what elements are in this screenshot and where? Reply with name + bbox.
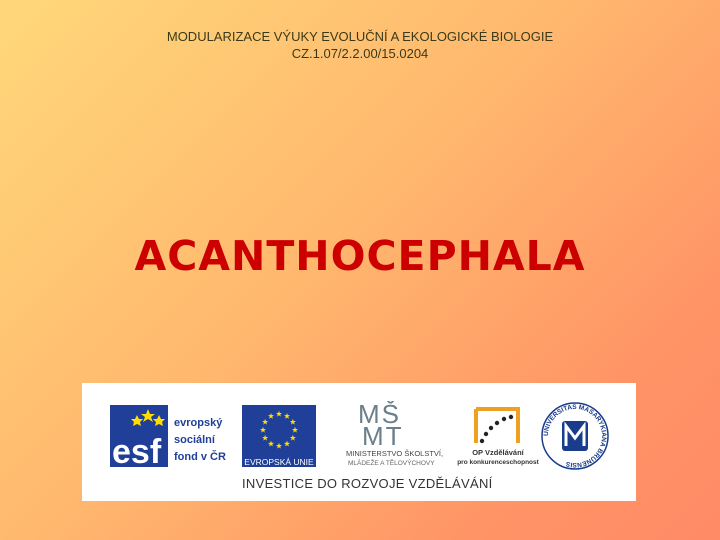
- eu-label: EVROPSKÁ UNIE: [244, 457, 314, 467]
- muni-ring-label: UNIVERSITAS MASARYKIANA BRUNENSIS: [542, 403, 608, 469]
- msmt-mark-top: MŠ: [358, 401, 401, 429]
- op-line1: OP Vzdělávání: [472, 448, 524, 457]
- project-header: [0, 28, 720, 62]
- muni-logo: [540, 401, 610, 471]
- project-name: MODULARIZACE VÝUKY EVOLUČNÍ A EKOLOGICKÉ BIOLOGIE: [166, 29, 554, 44]
- msmt-line2: MLÁDEŽE A TĚLOVÝCHOVY: [348, 460, 435, 467]
- esf-mark: esf: [112, 433, 162, 467]
- sponsor-logo-bar: [82, 383, 636, 501]
- op-frame-icon: [476, 409, 518, 443]
- esf-logo: [110, 405, 234, 467]
- esf-line1: evropský: [174, 417, 223, 429]
- esf-line3: fond v ČR: [174, 451, 226, 463]
- op-line2: pro konkurenceschopnost: [457, 459, 539, 466]
- project-code: CZ.1.07/2.2.00/15.0204: [291, 46, 429, 61]
- eu-flag-logo: [242, 405, 320, 467]
- esf-line2: sociální: [174, 434, 215, 446]
- msmt-logo: [346, 401, 454, 467]
- op-dots-icon: [480, 415, 513, 443]
- investment-tagline: INVESTICE DO ROZVOJE VZDĚLÁVÁNÍ: [242, 476, 493, 491]
- msmt-mark-bottom: MT: [362, 421, 404, 451]
- slide-title: ACANTHOCEPHALA: [134, 232, 586, 280]
- op-vzdelavani-logo: [456, 403, 540, 469]
- msmt-line1: MINISTERSTVO ŠKOLSTVÍ,: [346, 449, 444, 458]
